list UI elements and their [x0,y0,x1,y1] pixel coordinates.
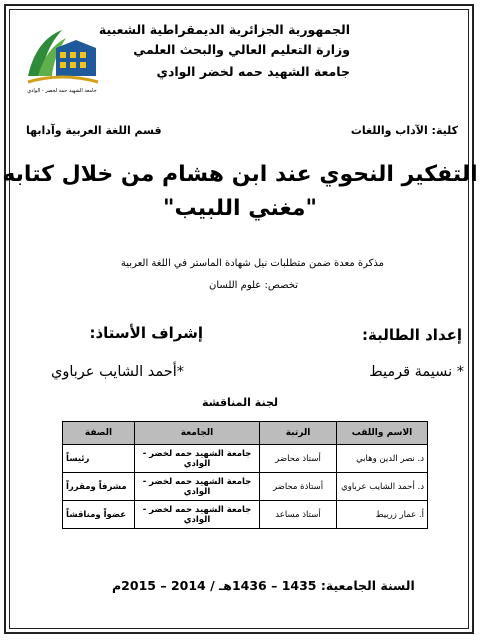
member-role: عضواً ومناقشاً [63,501,135,529]
committee-title: لجنة المناقشة [201,396,278,409]
department-label: قسم اللغة العربية وآدابها [26,124,162,137]
university-name: جامعة الشهيد حمه لخضر الوادي [156,64,350,79]
thesis-title-line2: "مغني اللبيب" [163,196,317,221]
column-header-name: الاسم واللقب [337,422,428,445]
member-name: أ. عمار زربيط [337,501,428,529]
member-name: د. نصر الدين وهابي [337,445,428,473]
member-rank: أستاذة محاضر [260,473,337,501]
page-border-inner [9,9,469,629]
table-row [63,473,428,501]
thesis-note: مذكرة معدة ضمن متطلبات نيل شهادة الماستر في اللغة العربية [120,258,384,269]
member-university: جامعة الشهيد حمه لخضر - الوادي [135,445,260,473]
faculty-label: كلية: الآداب واللغات [350,124,458,137]
member-rank: أستاذ مساعد [260,501,337,529]
supervisor-name: *أحمد الشايب عرباوي [51,364,184,380]
specialization: تخصص: علوم اللسان [209,280,298,291]
table-row [63,445,428,473]
column-header-university: الجامعة [135,422,260,445]
academic-year: السنة الجامعية: 1435 – 1436هـ / 2014 – 2015م [112,578,415,593]
student-label: إعداد الطالبة: [362,326,462,344]
member-name: د. أحمد الشايب عرباوي [337,473,428,501]
logo-caption: جامعة الشهيد حمة لخضر - الوادي [27,88,97,94]
student-name: * نسيمة قرميط [369,364,464,380]
column-header-role: الصفة [63,422,135,445]
member-rank: أستاذ محاضر [260,445,337,473]
table-row [63,501,428,529]
republic-name: الجمهورية الجزائرية الديمقراطية الشعبية [98,22,350,37]
member-role: رئيساً [63,445,135,473]
university-logo [22,18,100,90]
member-role: مشرفاً ومقرراً [63,473,135,501]
member-university: جامعة الشهيد حمه لخضر - الوادي [135,473,260,501]
supervisor-label: إشراف الأستاذ: [89,324,203,342]
committee-table [62,421,428,529]
ministry-name: وزارة التعليم العالي والبحث العلمي [133,42,350,57]
table-header-row [63,422,428,445]
thesis-title-line1: التفكير النحوي عند ابن هشام من خلال كتابه [2,162,478,187]
member-university: جامعة الشهيد حمه لخضر - الوادي [135,501,260,529]
column-header-rank: الرتبة [260,422,337,445]
